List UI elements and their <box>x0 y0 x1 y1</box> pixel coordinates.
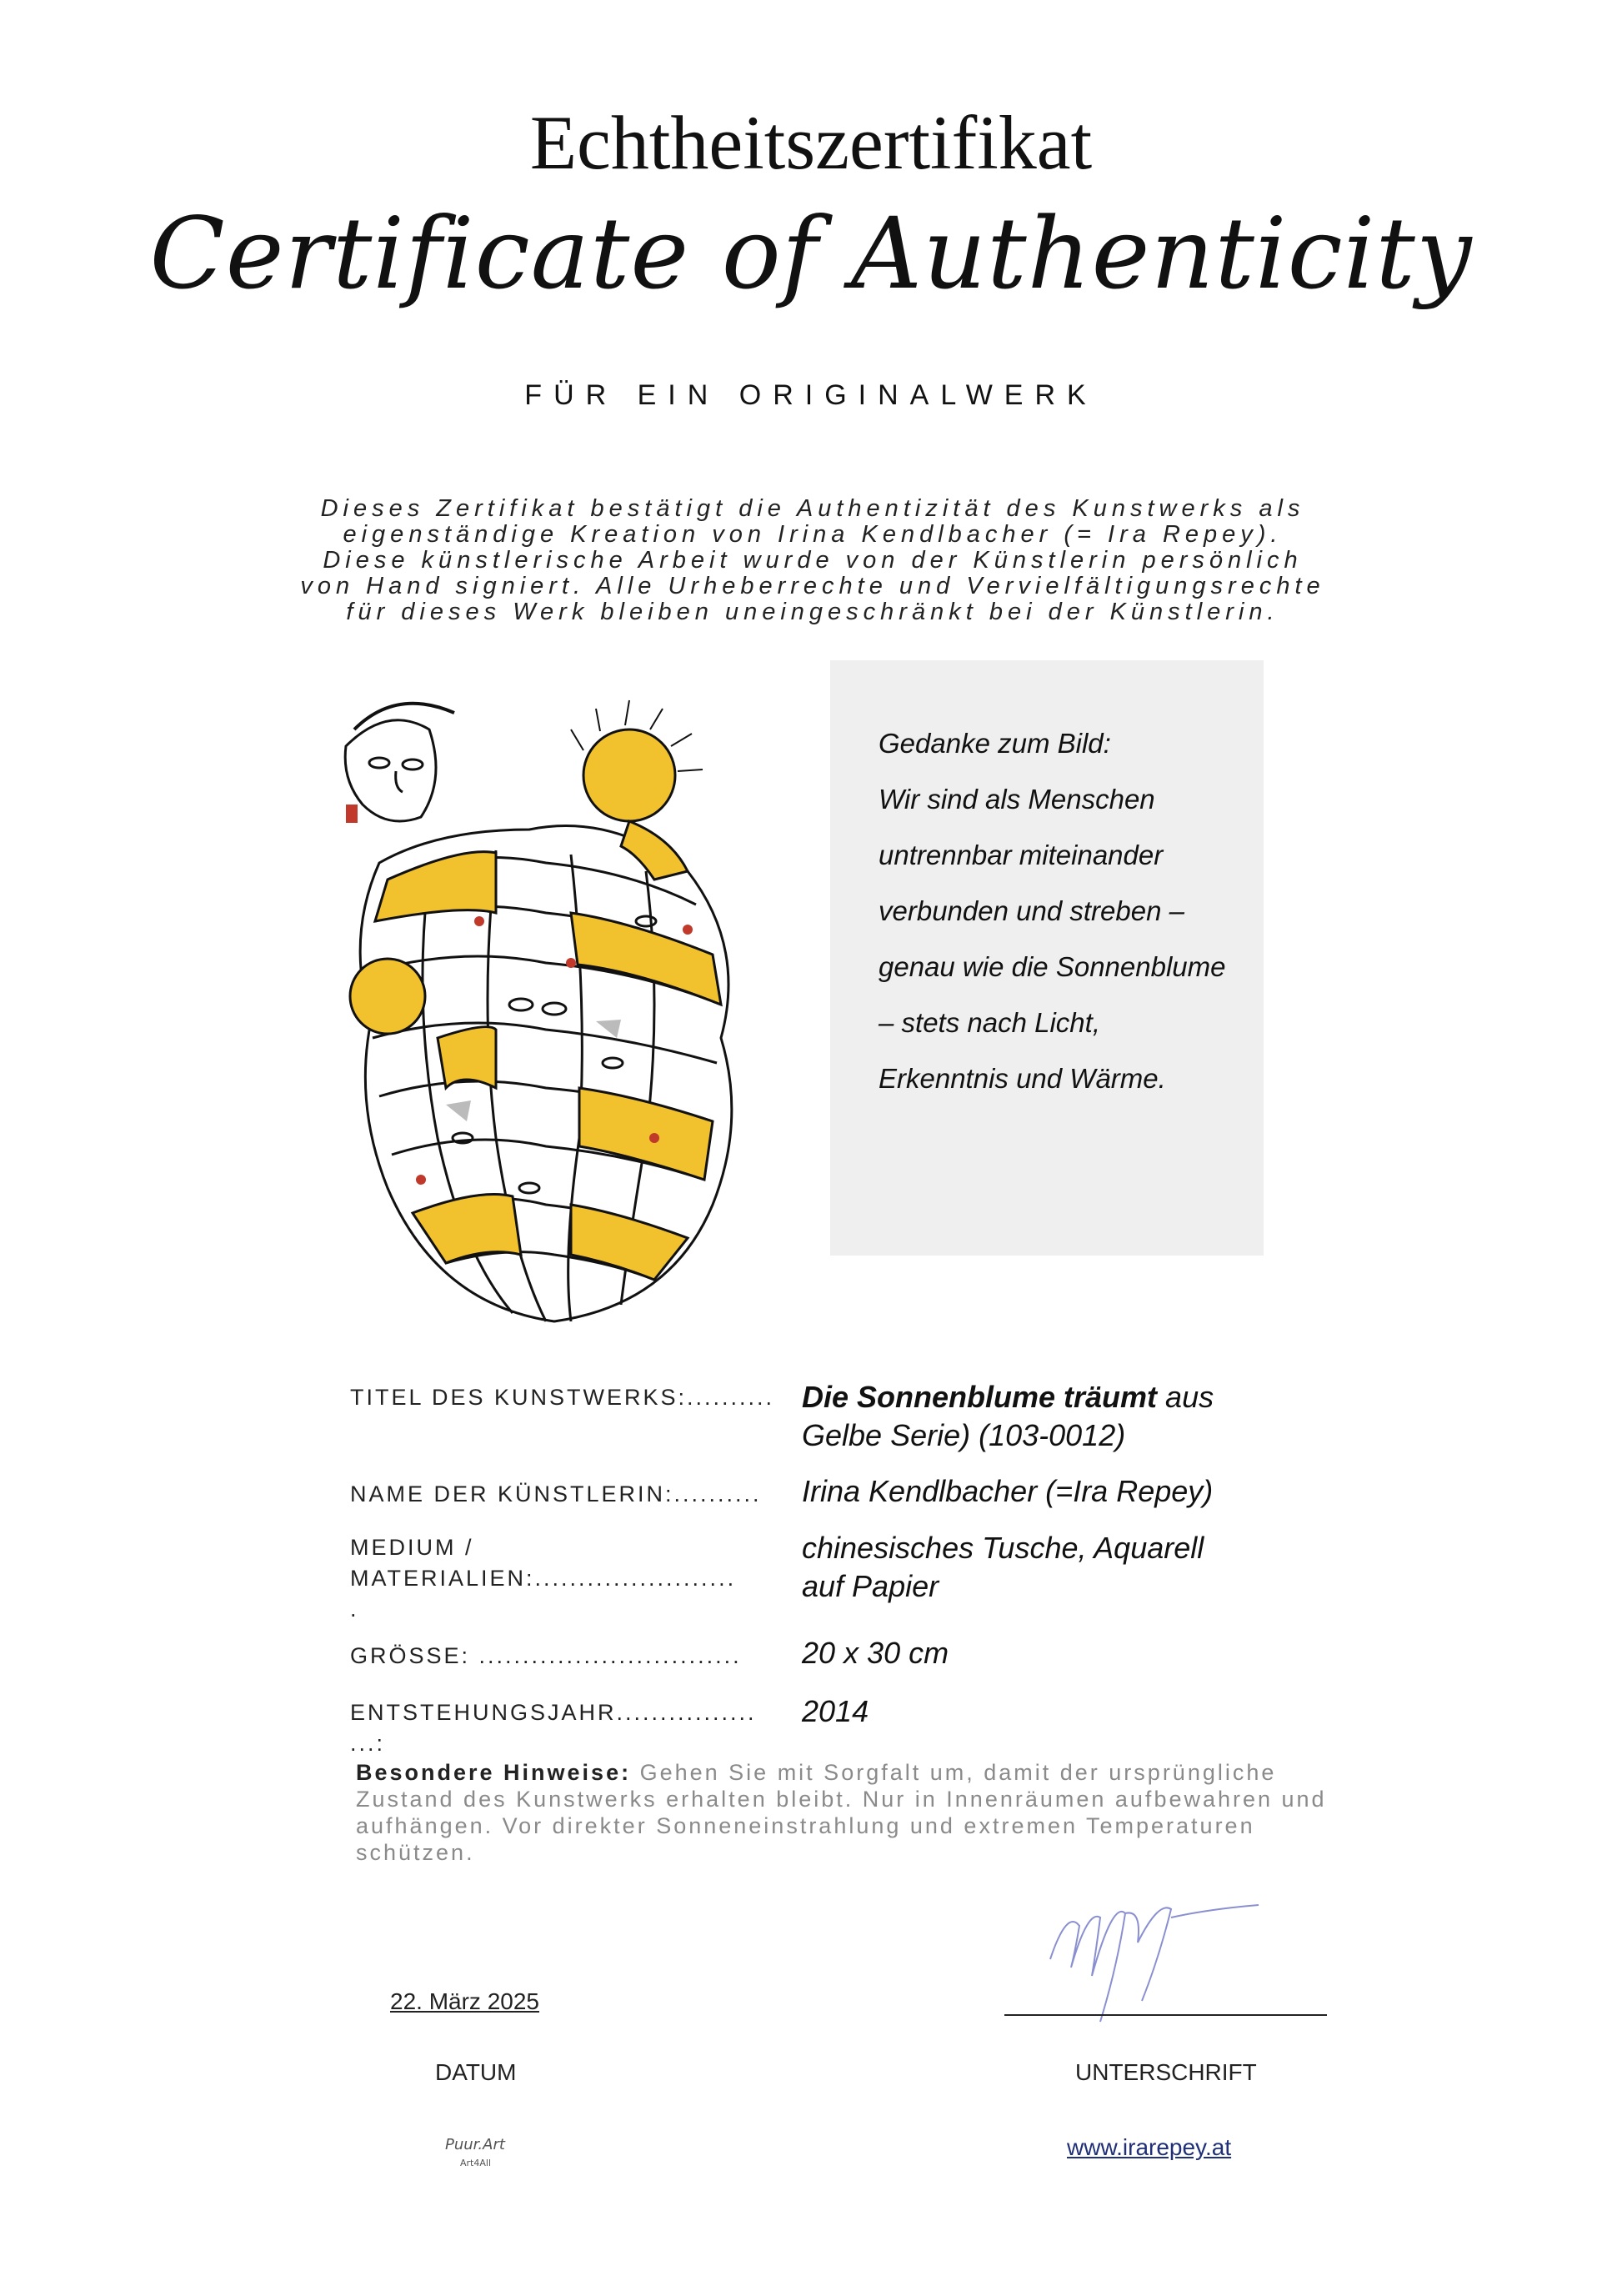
handwritten-signature <box>1034 1876 1267 2026</box>
thought-line: Wir sind als Menschen <box>879 784 1155 815</box>
notes-text: Gehen Sie mit Sorgfalt um, damit der ursprüngliche Zustand des Kunstwerks erhalten bleibt. Nur in Innenräumen aufbewahren und aufhängen. Vor direkter Sonneneinstrahlung und extremen Temperaturen schützen. <box>356 1760 1327 1865</box>
medium-value-line: auf Papier <box>802 1569 939 1603</box>
intro-line: Dieses Zertifikat bestätigt die Authentizität des Kunstwerks als <box>320 495 1305 522</box>
special-notes <box>356 1759 1339 1866</box>
medium-label-line: . <box>350 1597 359 1622</box>
medium-value <box>802 1529 1319 1606</box>
website-link[interactable]: www.irarepey.at <box>1067 2134 1232 2160</box>
thought-line: verbunden und streben – <box>879 895 1184 926</box>
year-label-line: ...: <box>350 1731 386 1756</box>
intro-line: von Hand signiert. Alle Urheberrechte und Vervielfältigungsrechte <box>300 573 1325 599</box>
thought-heading: Gedanke zum Bild: <box>879 728 1111 759</box>
title-german: Echtheitszertifikat <box>529 100 1093 185</box>
medium-label-line: MEDIUM / <box>350 1535 474 1560</box>
artwork-image <box>296 671 796 1346</box>
title-value-rest: aus <box>1157 1380 1214 1414</box>
medium-label-line: MATERIALIEN:....................... <box>350 1566 737 1591</box>
size-label: GRÖSSE: .............................. <box>350 1643 742 1668</box>
subtitle: FÜR EIN ORIGINALWERK <box>524 379 1098 411</box>
intro-line: Diese künstlerische Arbeit wurde von der Künstlerin persönlich <box>323 547 1303 574</box>
date-label: DATUM <box>435 2059 517 2085</box>
artist-value: Irina Kendlbacher (=Ira Repey) <box>802 1474 1214 1508</box>
signature-label: UNTERSCHRIFT <box>1075 2059 1257 2085</box>
thought-line: – stets nach Licht, <box>879 1007 1100 1038</box>
artist-label: NAME DER KÜNSTLERIN:.......... <box>350 1481 762 1506</box>
intro-paragraph <box>275 496 1350 625</box>
title-value <box>802 1378 1319 1455</box>
title-english: Certificate of Authenticity <box>149 196 1473 311</box>
date-value: 22. März 2025 <box>390 1988 539 2014</box>
year-label-line: ENTSTEHUNGSJAHR................ <box>350 1700 757 1725</box>
thought-text <box>879 715 1245 1106</box>
title-label: TITEL DES KUNSTWERKS:.......... <box>350 1385 775 1410</box>
title-value-bold: Die Sonnenblume träumt <box>802 1380 1158 1414</box>
size-value: 20 x 30 cm <box>802 1636 949 1670</box>
thought-line: untrennbar miteinander <box>879 840 1164 870</box>
year-value: 2014 <box>802 1694 869 1728</box>
svg-text:Art4All: Art4All <box>460 2158 491 2168</box>
title-value-rest: Gelbe Serie) (103-0012) <box>802 1418 1126 1452</box>
thought-line: Erkenntnis und Wärme. <box>879 1063 1166 1094</box>
intro-line: eigenständige Kreation von Irina Kendlbacher (= Ira Repey). <box>343 521 1283 548</box>
year-label <box>350 1697 775 1759</box>
signature-line <box>1004 2014 1327 2016</box>
puur-art-logo <box>442 2126 508 2176</box>
svg-text:Puur.Art: Puur.Art <box>445 2136 505 2153</box>
notes-heading: Besondere Hinweise: <box>356 1760 632 1785</box>
medium-label <box>350 1532 775 1625</box>
thought-line: genau wie die Sonnenblume <box>879 951 1226 982</box>
intro-line: für dieses Werk bleiben uneingeschränkt bei der Künstlerin. <box>346 599 1279 625</box>
medium-value-line: chinesisches Tusche, Aquarell <box>802 1531 1204 1565</box>
